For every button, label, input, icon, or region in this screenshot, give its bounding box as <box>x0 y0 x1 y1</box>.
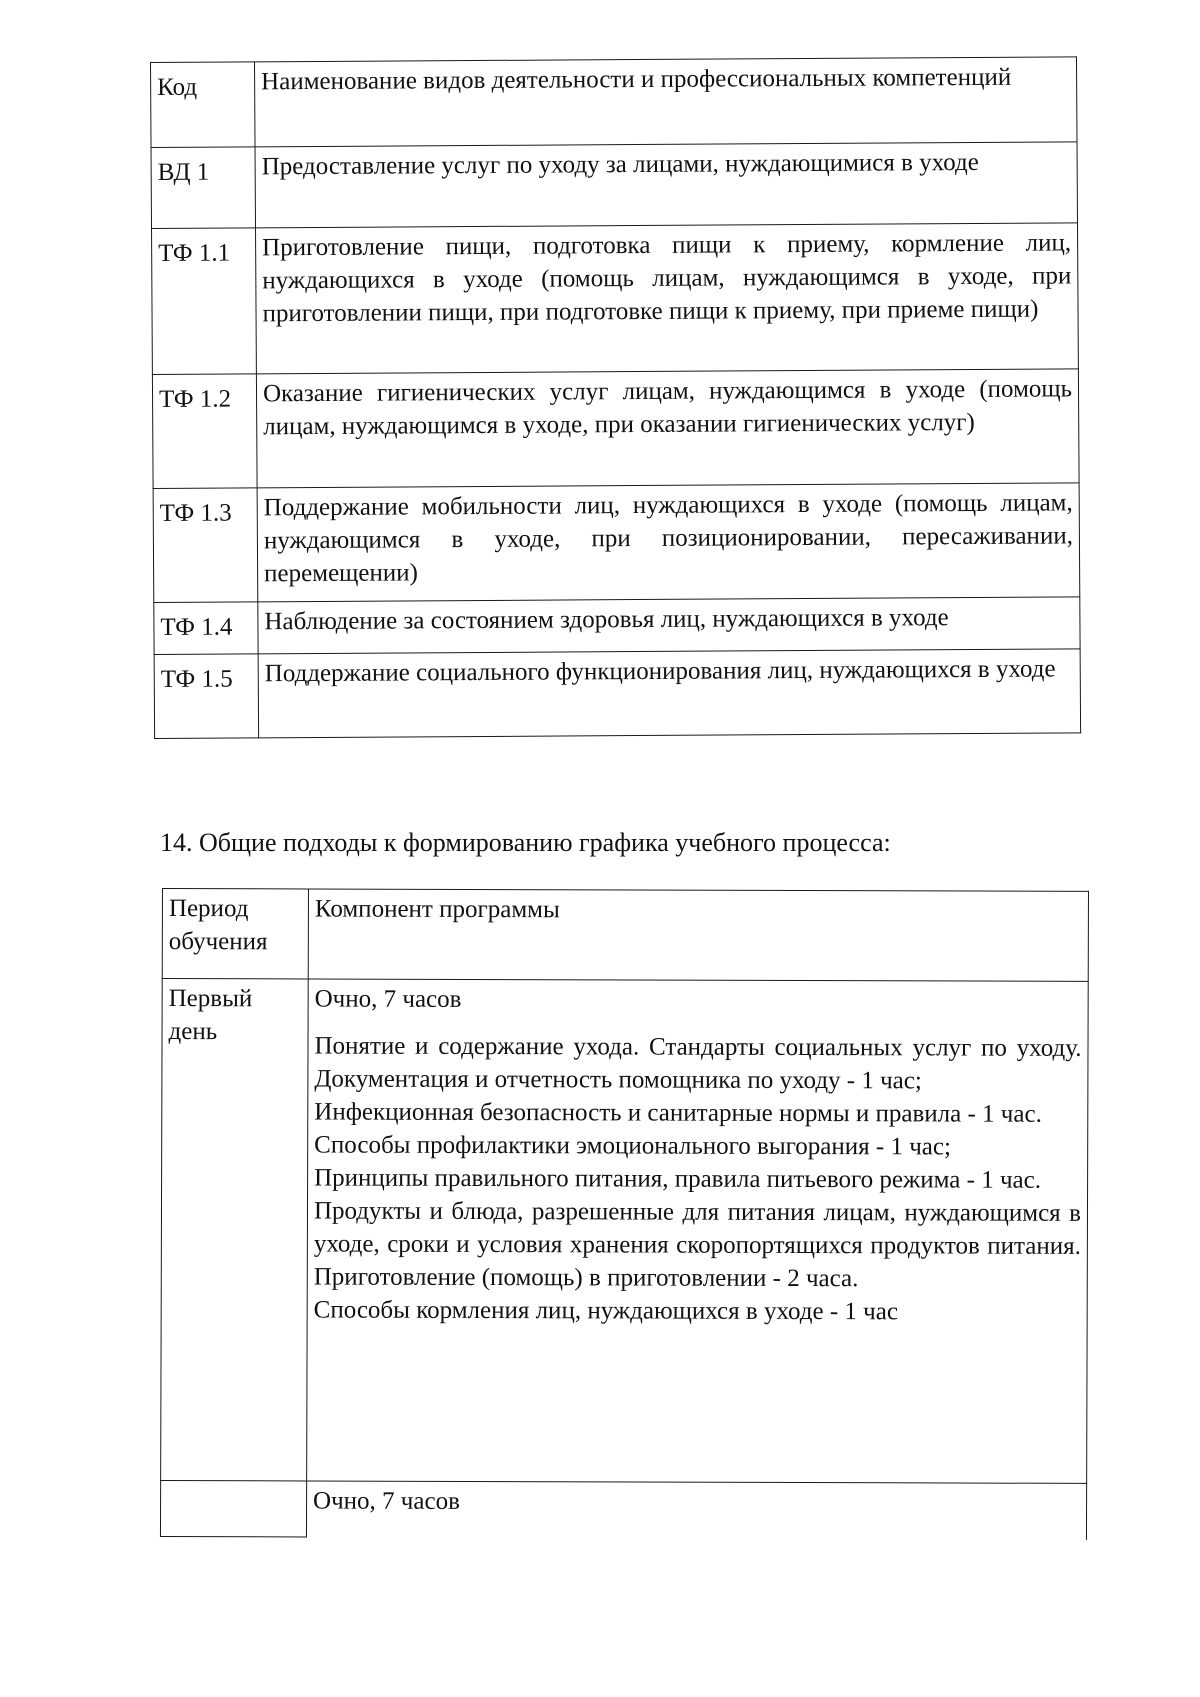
study-mode: Очно, 7 часов <box>313 1487 460 1515</box>
topic-item: Способы профилактики эмоционального выгорания - 1 час; <box>314 1131 951 1161</box>
row-text: Поддержание социального функционирования лиц, нуждающихся в уходе <box>258 649 1080 738</box>
header-code: Код <box>151 62 256 148</box>
study-mode: Очно, 7 часов <box>314 985 462 1013</box>
row-code: ТФ 1.3 <box>153 488 258 603</box>
topic-item: Способы кормления лиц, нуждающихся в уходе - 1 час <box>313 1296 898 1326</box>
row-code: ТФ 1.2 <box>152 374 257 489</box>
table-row <box>160 1480 1086 1539</box>
row-code: ВД 1 <box>151 147 255 229</box>
schedule-table <box>160 888 1089 1540</box>
row-text: Оказание гигиенических услуг лицам, нуждающимся в уходе (помощь лицам, нуждающимся в уходе, при оказании гигиенических услуг) <box>256 369 1079 488</box>
table-row <box>152 223 1079 375</box>
row-text: Наблюдение за состоянием здоровья лиц, нуждающихся в уходе <box>258 597 1080 654</box>
period-cell: Первый день <box>161 979 309 1481</box>
table-row <box>154 597 1080 655</box>
table-row <box>151 142 1077 229</box>
row-text: Поддержание мобильности лиц, нуждающихся в уходе (помощь лицам, нуждающимся в уходе, при позиционировании, пересаживании, перемещении) <box>257 483 1080 602</box>
component-cell <box>307 979 1089 1483</box>
component-cell <box>306 1481 1086 1539</box>
header-component: Компонент программы <box>308 889 1088 981</box>
row-code: ТФ 1.5 <box>154 654 259 739</box>
row-text: Предоставление услуг по уходу за лицами, нуждающимися в уходе <box>255 142 1077 228</box>
header-period: Период обучения <box>162 889 308 979</box>
table-header-row <box>162 889 1088 982</box>
table-row <box>153 483 1080 603</box>
table-row <box>152 369 1079 489</box>
topic-item: Принципы правильного питания, правила питьевого режима - 1 час. <box>314 1164 1042 1194</box>
row-text: Приготовление пищи, подготовка пищи к приему, кормление лиц, нуждающихся в уходе (помощь лицам, нуждающимся в уходе, при приготовлении пищи, при подготовке пищи к приему, при приеме пищи) <box>256 223 1079 374</box>
topic-item: Продукты и блюда, разрешенные для питания лицам, нуждающимся в уходе, сроки и условия хранения скоропортящихся продуктов питания. Приготовление (помощь) в приготовлении - 2 часа. <box>313 1197 1082 1293</box>
table-row <box>154 649 1080 739</box>
topic-item: Инфекционная безопасность и санитарные нормы и правила - 1 час. <box>314 1098 1042 1128</box>
topic-item: Понятие и содержание ухода. Стандарты социальных услуг по уходу. Документация и отчетность помощника по уходу - 1 час; <box>314 1032 1082 1095</box>
table-row <box>161 979 1089 1484</box>
period-cell <box>160 1480 306 1536</box>
row-code: ТФ 1.4 <box>154 602 258 655</box>
topics-list <box>314 1029 1082 1328</box>
header-name: Наименование видов деятельности и профессиональных компетенций <box>255 57 1078 147</box>
table-header-row <box>151 57 1078 148</box>
row-code: ТФ 1.1 <box>152 228 257 375</box>
section-heading: 14. Общие подходы к формированию графика учебного процесса: <box>160 828 891 857</box>
competencies-table <box>150 56 1081 739</box>
